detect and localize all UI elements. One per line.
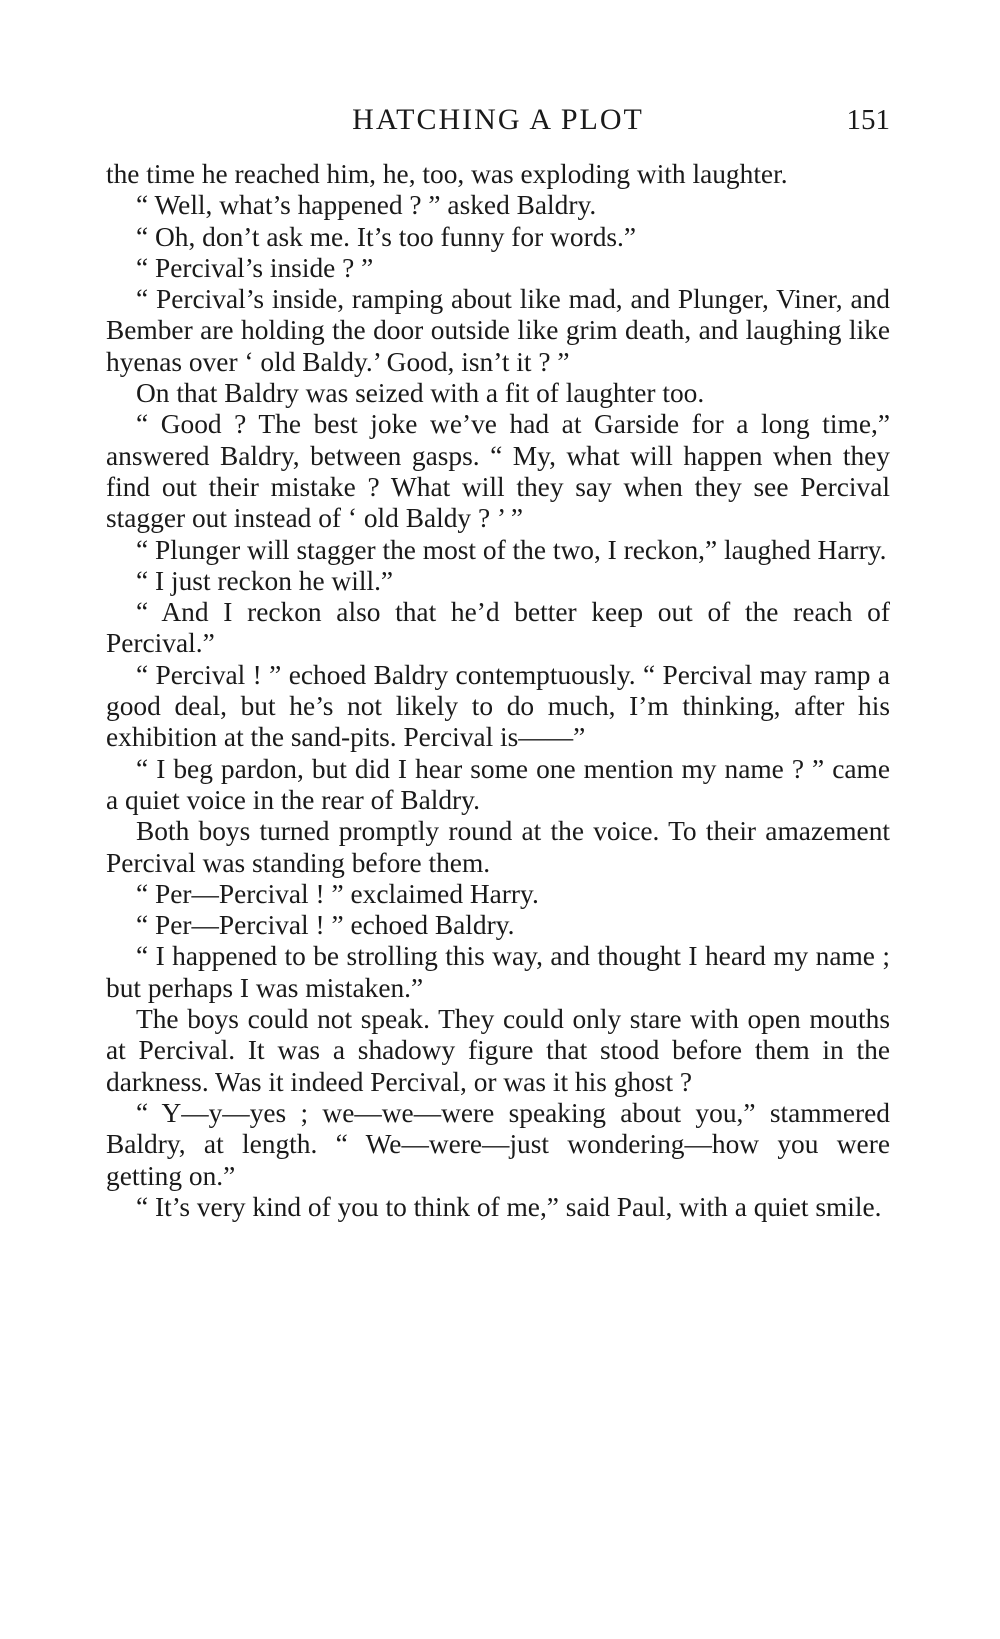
- paragraph: “ And I reckon also that he’d better keep out of the reach of Percival.”: [106, 597, 890, 659]
- paragraph: “ Y—y—yes ; we—we—were speaking about you,” stammered Baldry, at length. “ We—were—just wondering—how you were getting on.”: [106, 1097, 890, 1191]
- paragraph: Both boys turned promptly round at the voice. To their amazement Percival was standing before them.: [106, 816, 890, 878]
- paragraph: “ I just reckon he will.”: [136, 565, 394, 596]
- paragraph: “ Good ? The best joke we’ve had at Garside for a long time,” answered Baldry, between gasps. “ My, what will happen when they find out their mistake ? What will they say when they see Percival stagger out instead of ‘ old Baldy ? ’ ”: [106, 409, 890, 534]
- paragraph: “ Percival ! ” echoed Baldry contemptuously. “ Percival may ramp a good deal, but he’s not likely to do much, I’m thinking, after his exhibition at the sand-pits. Percival is——”: [106, 659, 890, 753]
- paragraph: The boys could not speak. They could only stare with open mouths at Percival. It was a shadowy figure that stood before them in the darkness. Was it indeed Percival, or was it his ghost ?: [106, 1004, 890, 1097]
- body-text: [106, 159, 890, 1223]
- paragraph: “ It’s very kind of you to think of me,” said Paul, with a quiet smile.: [136, 1191, 882, 1222]
- paragraph: “ Oh, don’t ask me. It’s too funny for words.”: [136, 221, 637, 252]
- running-head: [106, 100, 890, 140]
- paragraph: “ Well, what’s happened ? ” asked Baldry.: [136, 190, 597, 221]
- page-number: 151: [846, 104, 890, 136]
- paragraph: “ Plunger will stagger the most of the two, I reckon,” laughed Harry.: [136, 534, 887, 565]
- paragraph: the time he reached him, he, too, was exploding with laughter.: [106, 159, 788, 189]
- paragraph: “ Percival’s inside, ramping about like mad, and Plunger, Viner, and Bember are holding the door outside like grim death, and laughing like hyenas over ‘ old Baldy.’ Good, isn’t it ? ”: [106, 284, 890, 377]
- paragraph: “ Per—Percival ! ” exclaimed Harry.: [136, 878, 539, 909]
- paragraph: “ I happened to be strolling this way, and thought I heard my name ; but perhaps I was mistaken.”: [106, 941, 890, 1003]
- paragraph: “ Per—Percival ! ” echoed Baldry.: [136, 910, 515, 941]
- paragraph: “ I beg pardon, but did I hear some one mention my name ? ” came a quiet voice in the rear of Baldry.: [106, 753, 890, 815]
- paragraph: On that Baldry was seized with a fit of laughter too.: [136, 378, 705, 409]
- chapter-title: HATCHING A PLOT: [352, 103, 644, 136]
- paragraph: “ Percival’s inside ? ”: [136, 252, 374, 283]
